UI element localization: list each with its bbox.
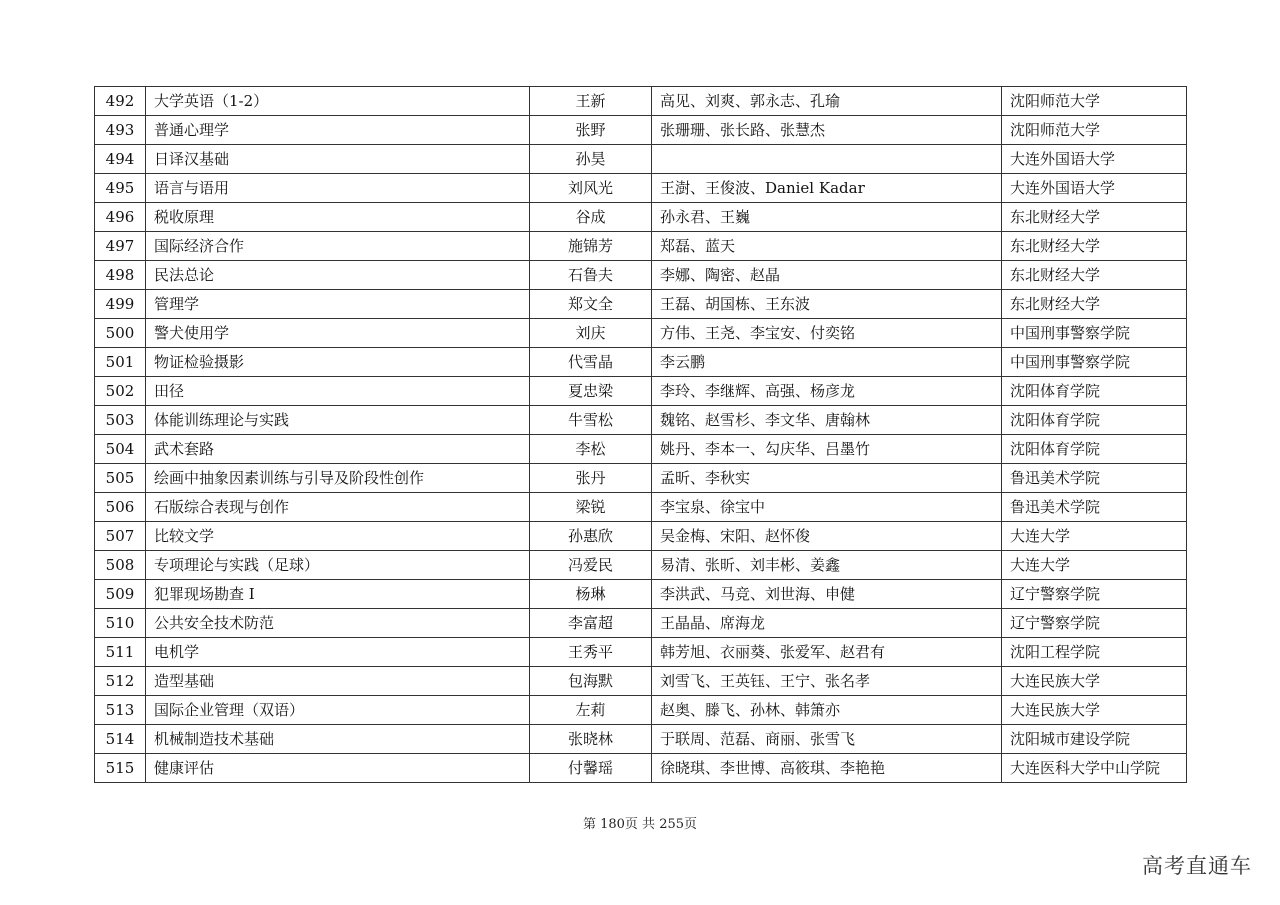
school-name: 鲁迅美术学院 [1002, 493, 1187, 522]
course-leader: 刘风光 [530, 174, 652, 203]
table-row [95, 638, 1187, 667]
course-leader: 王新 [530, 87, 652, 116]
course-name: 田径 [146, 377, 530, 406]
row-number: 499 [95, 290, 146, 319]
course-leader: 刘庆 [530, 319, 652, 348]
school-name: 沈阳工程学院 [1002, 638, 1187, 667]
course-name: 民法总论 [146, 261, 530, 290]
team-members: 徐晓琪、李世博、高筱琪、李艳艳 [652, 754, 1002, 783]
team-members: 吴金梅、宋阳、赵怀俊 [652, 522, 1002, 551]
team-members: 李宝泉、徐宝中 [652, 493, 1002, 522]
table-row [95, 203, 1187, 232]
course-name: 国际经济合作 [146, 232, 530, 261]
team-members: 刘雪飞、王英钰、王宁、张名孝 [652, 667, 1002, 696]
course-leader: 夏忠梁 [530, 377, 652, 406]
table-row [95, 406, 1187, 435]
school-name: 辽宁警察学院 [1002, 609, 1187, 638]
team-members: 李洪武、马竞、刘世海、申健 [652, 580, 1002, 609]
team-members: 韩芳旭、衣丽葵、张爱军、赵君有 [652, 638, 1002, 667]
row-number: 504 [95, 435, 146, 464]
course-leader: 张晓林 [530, 725, 652, 754]
row-number: 495 [95, 174, 146, 203]
row-number: 493 [95, 116, 146, 145]
table-row [95, 116, 1187, 145]
row-number: 502 [95, 377, 146, 406]
course-leader: 石鲁夫 [530, 261, 652, 290]
row-number: 514 [95, 725, 146, 754]
school-name: 大连外国语大学 [1002, 174, 1187, 203]
table-row [95, 609, 1187, 638]
table-row [95, 145, 1187, 174]
course-name: 物证检验摄影 [146, 348, 530, 377]
school-name: 东北财经大学 [1002, 290, 1187, 319]
course-name: 日译汉基础 [146, 145, 530, 174]
team-members: 李玲、李继辉、高强、杨彦龙 [652, 377, 1002, 406]
row-number: 503 [95, 406, 146, 435]
row-number: 492 [95, 87, 146, 116]
school-name: 沈阳城市建设学院 [1002, 725, 1187, 754]
team-members: 郑磊、蓝天 [652, 232, 1002, 261]
school-name: 沈阳师范大学 [1002, 87, 1187, 116]
course-leader: 代雪晶 [530, 348, 652, 377]
course-name: 普通心理学 [146, 116, 530, 145]
course-table [94, 86, 1187, 783]
course-name: 管理学 [146, 290, 530, 319]
row-number: 515 [95, 754, 146, 783]
school-name: 沈阳体育学院 [1002, 435, 1187, 464]
row-number: 501 [95, 348, 146, 377]
row-number: 496 [95, 203, 146, 232]
table-row [95, 667, 1187, 696]
school-name: 中国刑事警察学院 [1002, 348, 1187, 377]
course-leader: 李富超 [530, 609, 652, 638]
course-leader: 孙惠欣 [530, 522, 652, 551]
team-members: 孙永君、王巍 [652, 203, 1002, 232]
table-body [95, 87, 1187, 783]
course-name: 武术套路 [146, 435, 530, 464]
course-name: 电机学 [146, 638, 530, 667]
school-name: 辽宁警察学院 [1002, 580, 1187, 609]
course-leader: 杨琳 [530, 580, 652, 609]
course-name: 大学英语（1-2） [146, 87, 530, 116]
team-members [652, 145, 1002, 174]
course-leader: 李松 [530, 435, 652, 464]
row-number: 506 [95, 493, 146, 522]
course-name: 公共安全技术防范 [146, 609, 530, 638]
school-name: 大连民族大学 [1002, 696, 1187, 725]
school-name: 沈阳体育学院 [1002, 406, 1187, 435]
course-leader: 张丹 [530, 464, 652, 493]
team-members: 高见、刘爽、郭永志、孔瑜 [652, 87, 1002, 116]
team-members: 李云鹏 [652, 348, 1002, 377]
row-number: 497 [95, 232, 146, 261]
school-name: 东北财经大学 [1002, 232, 1187, 261]
watermark-logo-text: 高考直通车 [1142, 854, 1252, 878]
course-name: 造型基础 [146, 667, 530, 696]
course-name: 石版综合表现与创作 [146, 493, 530, 522]
row-number: 511 [95, 638, 146, 667]
table-row [95, 232, 1187, 261]
course-name: 机械制造技术基础 [146, 725, 530, 754]
table-row [95, 174, 1187, 203]
team-members: 张珊珊、张长路、张慧杰 [652, 116, 1002, 145]
course-name: 警犬使用学 [146, 319, 530, 348]
course-name: 健康评估 [146, 754, 530, 783]
course-name: 税收原理 [146, 203, 530, 232]
team-members: 易清、张昕、刘丰彬、姜鑫 [652, 551, 1002, 580]
course-leader: 张野 [530, 116, 652, 145]
school-name: 大连外国语大学 [1002, 145, 1187, 174]
table-row [95, 348, 1187, 377]
row-number: 498 [95, 261, 146, 290]
school-name: 沈阳体育学院 [1002, 377, 1187, 406]
table-row [95, 87, 1187, 116]
table-row [95, 580, 1187, 609]
row-number: 505 [95, 464, 146, 493]
row-number: 510 [95, 609, 146, 638]
course-leader: 梁锐 [530, 493, 652, 522]
team-members: 姚丹、李本一、勾庆华、吕墨竹 [652, 435, 1002, 464]
table-row [95, 377, 1187, 406]
table-row [95, 435, 1187, 464]
school-name: 东北财经大学 [1002, 203, 1187, 232]
table-row [95, 551, 1187, 580]
school-name: 沈阳师范大学 [1002, 116, 1187, 145]
school-name: 鲁迅美术学院 [1002, 464, 1187, 493]
row-number: 507 [95, 522, 146, 551]
row-number: 512 [95, 667, 146, 696]
team-members: 方伟、王尧、李宝安、付奕铭 [652, 319, 1002, 348]
table-row [95, 522, 1187, 551]
course-name: 语言与语用 [146, 174, 530, 203]
table-row [95, 493, 1187, 522]
table-row [95, 290, 1187, 319]
course-leader: 冯爱民 [530, 551, 652, 580]
course-name: 比较文学 [146, 522, 530, 551]
table-row [95, 754, 1187, 783]
school-name: 大连民族大学 [1002, 667, 1187, 696]
row-number: 494 [95, 145, 146, 174]
team-members: 孟昕、李秋实 [652, 464, 1002, 493]
team-members: 李娜、陶密、赵晶 [652, 261, 1002, 290]
course-leader: 左莉 [530, 696, 652, 725]
table-row [95, 725, 1187, 754]
course-leader: 包海默 [530, 667, 652, 696]
course-leader: 王秀平 [530, 638, 652, 667]
team-members: 于联周、范磊、商丽、张雪飞 [652, 725, 1002, 754]
course-leader: 孙昊 [530, 145, 652, 174]
team-members: 魏铭、赵雪杉、李文华、唐翰林 [652, 406, 1002, 435]
course-name: 专项理论与实践（足球） [146, 551, 530, 580]
course-leader: 谷成 [530, 203, 652, 232]
table-row [95, 261, 1187, 290]
course-leader: 施锦芳 [530, 232, 652, 261]
school-name: 东北财经大学 [1002, 261, 1187, 290]
course-name: 体能训练理论与实践 [146, 406, 530, 435]
school-name: 大连医科大学中山学院 [1002, 754, 1187, 783]
course-name: 国际企业管理（双语） [146, 696, 530, 725]
school-name: 中国刑事警察学院 [1002, 319, 1187, 348]
course-leader: 牛雪松 [530, 406, 652, 435]
school-name: 大连大学 [1002, 522, 1187, 551]
school-name: 大连大学 [1002, 551, 1187, 580]
table-row [95, 464, 1187, 493]
table-row [95, 319, 1187, 348]
course-leader: 郑文全 [530, 290, 652, 319]
row-number: 508 [95, 551, 146, 580]
team-members: 赵奥、滕飞、孙林、韩箫亦 [652, 696, 1002, 725]
team-members: 王澍、王俊波、Daniel Kadar [652, 174, 1002, 203]
page-number: 第 180页 共 255页 [582, 817, 698, 832]
row-number: 509 [95, 580, 146, 609]
course-name: 犯罪现场勘查 I [146, 580, 530, 609]
team-members: 王磊、胡国栋、王东波 [652, 290, 1002, 319]
team-members: 王晶晶、席海龙 [652, 609, 1002, 638]
row-number: 500 [95, 319, 146, 348]
table-row [95, 696, 1187, 725]
row-number: 513 [95, 696, 146, 725]
course-leader: 付馨瑶 [530, 754, 652, 783]
course-name: 绘画中抽象因素训练与引导及阶段性创作 [146, 464, 530, 493]
